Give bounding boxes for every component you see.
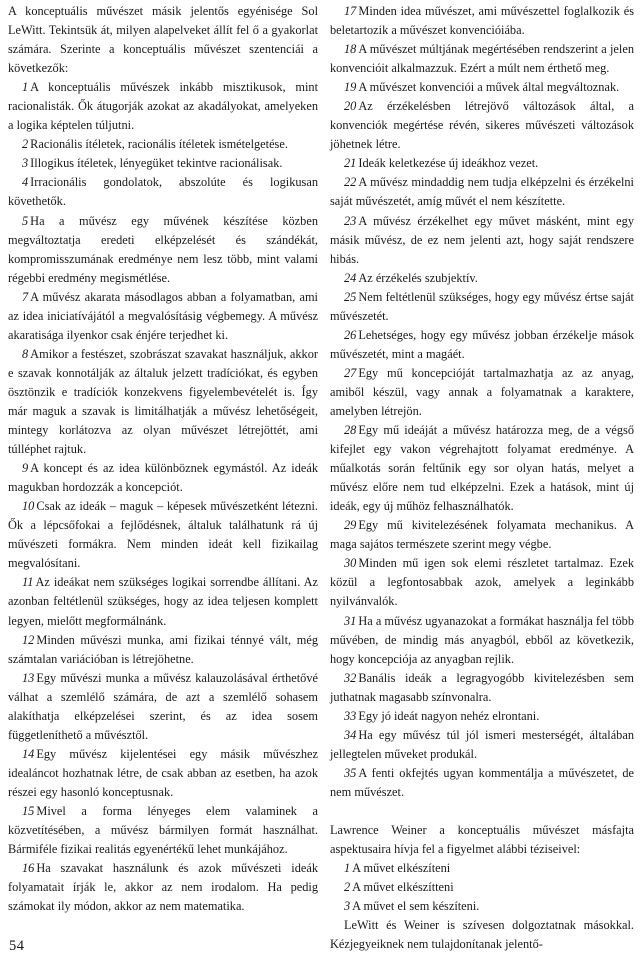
paragraph-text: A konceptuális művészek inkább misztikusok, mint racionalisták. Ők átugorják azokat az akadályokat, amelyeken a logika képtelen túljutni.: [8, 80, 318, 133]
paragraph: [330, 612, 634, 669]
paragraph-number: 15: [22, 803, 35, 818]
paragraph-text: Ha a művész egy művének készítése közben megváltoztatja eredeti elképzelését és szándékát, kompromisszumának eredménye nem lesz több, mint valami régebbi eredmény megismétlése.: [8, 213, 318, 285]
right-text-column: [330, 2, 634, 954]
paragraph-text: A művészet múltjának megértésében rendszerint a jelen konvencióit alkalmazzuk. Ezért a múlt nem érthető meg.: [330, 42, 634, 76]
paragraph-number: 21: [344, 156, 357, 171]
paragraph: [330, 516, 634, 554]
paragraph-text: Egy művészi munka a művész kalauzolásával érthetővé válhat a szemlélő számára, de azt a szemlélő sohasem alakíthatja elképzelései szerint, és az idea sosem függetleníthető a művésztől.: [8, 670, 318, 742]
paragraph: [330, 78, 634, 97]
paragraph: [8, 154, 318, 173]
paragraph-text: Ha szavakat használunk és azok művészeti ideák folyamatait írják le, akkor az nem irodalom. Ha pedig számokat ily módon, akkor az nem matematika.: [8, 861, 318, 914]
paragraph-text: Az érzékelésben létrejövő változások által, a konvenciók megértése révén, sikeres művészeti változások jöhetnek létre.: [330, 99, 634, 152]
page-number: 54: [9, 938, 25, 954]
paragraph-text: A művészet konvenciói a művek által megváltoznak.: [358, 80, 620, 95]
paragraph-number: 24: [344, 270, 357, 285]
paragraph-number: 9: [22, 461, 29, 476]
paragraph-number: 2: [344, 880, 351, 895]
paragraph: [330, 916, 634, 954]
paragraph-number: 33: [344, 708, 357, 723]
paragraph: [330, 554, 634, 611]
paragraph-number: 29: [344, 518, 357, 533]
paragraph-number: 3: [344, 899, 351, 914]
paragraph-text: Amikor a festészet, szobrászat szavakat használjuk, akkor e szavak konnotálják az általuk jelzett tradíciókat, és egyben ösztönzik e tradíciók konzekvens figyelembevételét is. Így már maguk a szavak is limitálhatják a művész lehetőségeit, mintegy korlátozva az olyan művészet létrejöttét, ami túlléphet rajtuk.: [8, 346, 318, 457]
paragraph-text: A fenti okfejtés ugyan kommentálja a művészetet, de nem művészet.: [330, 765, 634, 799]
paragraph-number: 22: [344, 175, 357, 190]
paragraph: [330, 154, 634, 173]
paragraph-text: Nem feltétlenül szükséges, hogy egy művész értse saját művészetét.: [330, 289, 634, 323]
paragraph-text: Racionális ítéletek, racionális ítéletek ismételgetése.: [30, 137, 288, 152]
paragraph-text: Ideák keletkezése új ideákhoz vezet.: [358, 156, 539, 171]
paragraph-number: 23: [344, 213, 357, 228]
paragraph-text: Egy mű ideáját a művész határozza meg, de a végső kifejlet egy vakon végrehajtott folyamat eredménye. A műalkotás során feltűnik egy sor olyan hatás, melyet a művész előre nem tud elképzelni. Ezek a hatások, mint új ideák, egy új műhöz felhasználhatók.: [330, 423, 634, 514]
paragraph-number: 13: [22, 670, 35, 685]
paragraph-text: Ha a művész ugyanazokat a formákat használja fel több művében, de mindig más anyagból, ebből az következik, hogy koncepciója az anyagban rejlik.: [330, 613, 634, 666]
paragraph-number: 1: [22, 80, 29, 95]
paragraph-number: 16: [22, 861, 35, 876]
paragraph: [330, 288, 634, 326]
paragraph-text: A művet elkészítteni: [352, 880, 454, 895]
paragraph-number: 25: [344, 289, 357, 304]
paragraph-number: 35: [344, 765, 357, 780]
paragraph-text: Illogikus ítéletek, lényegüket tekintve racionálisak.: [30, 156, 283, 171]
paragraph: [330, 669, 634, 707]
paragraph-number: 14: [22, 746, 35, 761]
paragraph-text: Egy jó ideát nagyon nehéz elrontani.: [358, 708, 540, 723]
paragraph-text: A művet elkészíteni: [352, 861, 451, 876]
paragraph-number: 5: [22, 213, 29, 228]
paragraph-text: Csak az ideák – maguk – képesek művészetként létezni. Ők a lépcsőfokai a fejlődésnek, általuk találhatunk rá új művészeti formákra. Nem minden ideát kell fizikailag megvalósítani.: [8, 499, 318, 571]
paragraph-text: Az ideákat nem szükséges logikai sorrendbe állítani. Az azonban feltétlenül szükséges, hogy az idea teljesen komplett legyen, mielőtt megformálnánk.: [8, 575, 318, 628]
paragraph: [330, 212, 634, 269]
paragraph: [330, 40, 634, 78]
paragraph: [330, 2, 634, 40]
paragraph-number: 27: [344, 365, 357, 380]
paragraph-text: Ha egy művész túl jól ismeri mesterségét, általában jellegtelen műveket produkál.: [330, 727, 634, 761]
paragraph-number: 26: [344, 327, 357, 342]
paragraph-number: 1: [344, 861, 351, 876]
paragraph-text: Lawrence Weiner a konceptuális művészet másfajta aspektusaira hívja fel a figyelmet alábbi téziseivel:: [330, 822, 634, 857]
paragraph-number: 10: [22, 499, 35, 514]
paragraph: [330, 707, 634, 726]
paragraph: [8, 497, 318, 573]
paragraph-number: 28: [344, 423, 357, 438]
paragraph-text: A művész akarata másodlagos abban a folyamatban, ami az idea iniciatívájától a megvalósításig végbemegy. A művész akaratisága ilyenkor csak énjére terjedhet ki.: [8, 289, 318, 342]
paragraph: [330, 97, 634, 154]
paragraph: [8, 173, 318, 211]
paragraph: [8, 802, 318, 859]
paragraph-text: A művet el sem készíteni.: [352, 899, 480, 914]
paragraph: [8, 212, 318, 288]
paragraph: [330, 326, 634, 364]
paragraph: [330, 897, 634, 916]
paragraph-number: 4: [22, 175, 29, 190]
paragraph-number: 12: [22, 632, 35, 647]
paragraph: [8, 669, 318, 745]
paragraph-text: LeWitt és Weiner is szívesen dolgoztatnak másokkal. Kézjegyeiknek nem tulajdonítanak jelentő-: [330, 918, 634, 952]
paragraph: [330, 878, 634, 897]
paragraph: [8, 573, 318, 630]
paragraph: [330, 859, 634, 878]
paragraph: [8, 78, 318, 135]
paragraph: [330, 364, 634, 421]
paragraph-number: 20: [344, 99, 357, 114]
paragraph-text: A konceptuális művészet másik jelentős egyénisége Sol LeWitt. Tekintsük át, milyen alapelveket állít fel ő a gyakorlat számára. Szerinte a konceptuális művészet szentenciái a következők:: [8, 4, 318, 76]
paragraph-text: Banális ideák a legragyogóbb kivitelezésben sem juthatnak magasabb színvonalra.: [330, 670, 634, 704]
paragraph-text: Az érzékelés szubjektív.: [358, 270, 478, 285]
paragraph-number: 31: [344, 613, 357, 628]
paragraph: [8, 2, 318, 78]
paragraph-text: Irracionális gondolatok, abszolúte és logikusan követhetők.: [8, 175, 318, 209]
paragraph-text: Egy mű kivitelezésének folyamata mechanikus. A maga sajátos természete szerint megy végbe.: [330, 518, 634, 552]
paragraph-number: 8: [22, 346, 29, 361]
paragraph: [330, 173, 634, 211]
left-text-column: [8, 2, 318, 916]
paragraph-number: 18: [344, 42, 357, 57]
paragraph: [8, 631, 318, 669]
paragraph-number: 17: [344, 4, 357, 18]
paragraph-number: 3: [22, 156, 29, 171]
paragraph-text: A művész érzékelhet egy művet másként, mint egy másik művész, de ez nem jelenti azt, hogy saját rendszere hibás.: [330, 213, 634, 266]
paragraph-text: Minden művészi munka, ami fizikai ténnyé vált, még számtalan variációban is létrejöhetne.: [8, 632, 318, 666]
paragraph-text: A koncept és az idea különböznek egymástól. Az ideák magukban hordozzák a koncepciót.: [8, 461, 318, 495]
paragraph: [330, 821, 634, 859]
paragraph-number: 19: [344, 80, 357, 95]
paragraph: [8, 288, 318, 345]
paragraph: [8, 345, 318, 459]
paragraph-text: Egy mű koncepcióját tartalmazhatja az az anyag, amiből készül, vagy annak a folyamatnak a karaktere, amelyben létrejön.: [330, 365, 634, 418]
paragraph-number: 30: [344, 556, 357, 571]
paragraph-text: Minden idea művészet, ami művészettel foglalkozik és beletartozik a művészet konvencióiába.: [330, 4, 634, 38]
paragraph-number: 2: [22, 137, 29, 152]
paragraph: [8, 459, 318, 497]
paragraph-number: 32: [344, 670, 357, 685]
paragraph: [8, 745, 318, 802]
paragraph: [8, 859, 318, 916]
paragraph: [330, 726, 634, 764]
paragraph-number: 7: [22, 289, 29, 304]
paragraph: [330, 421, 634, 516]
paragraph: [8, 135, 318, 154]
paragraph-text: Lehetséges, hogy egy művész jobban érzékelje mások művészetét, mint a magáét.: [330, 327, 634, 361]
paragraph-text: Egy művész kijelentései egy másik művészhez idealáncot hozhatnak létre, de csak abban az esetben, ha azok részei egy hasonló konceptusnak.: [8, 746, 318, 799]
paragraph: [330, 764, 634, 802]
paragraph-text: Mivel a forma lényeges elem valaminek a közvetítésében, a művész bármilyen formát használhat. Bármiféle fizikai realitás egyenértékű lehet munkájához.: [8, 803, 318, 857]
paragraph: [330, 269, 634, 288]
paragraph-number: 34: [344, 727, 357, 742]
paragraph-text: Minden mű igen sok elemi részletet tartalmaz. Ezek közül a legfontosabbak azok, amelyek a leginkább nyilvánvalók.: [330, 556, 634, 609]
paragraph-text: A művész mindaddig nem tudja elképzelni és érzékelni saját művészetét, amíg művét el nem készítette.: [330, 175, 634, 209]
paragraph-number: 11: [22, 575, 34, 590]
